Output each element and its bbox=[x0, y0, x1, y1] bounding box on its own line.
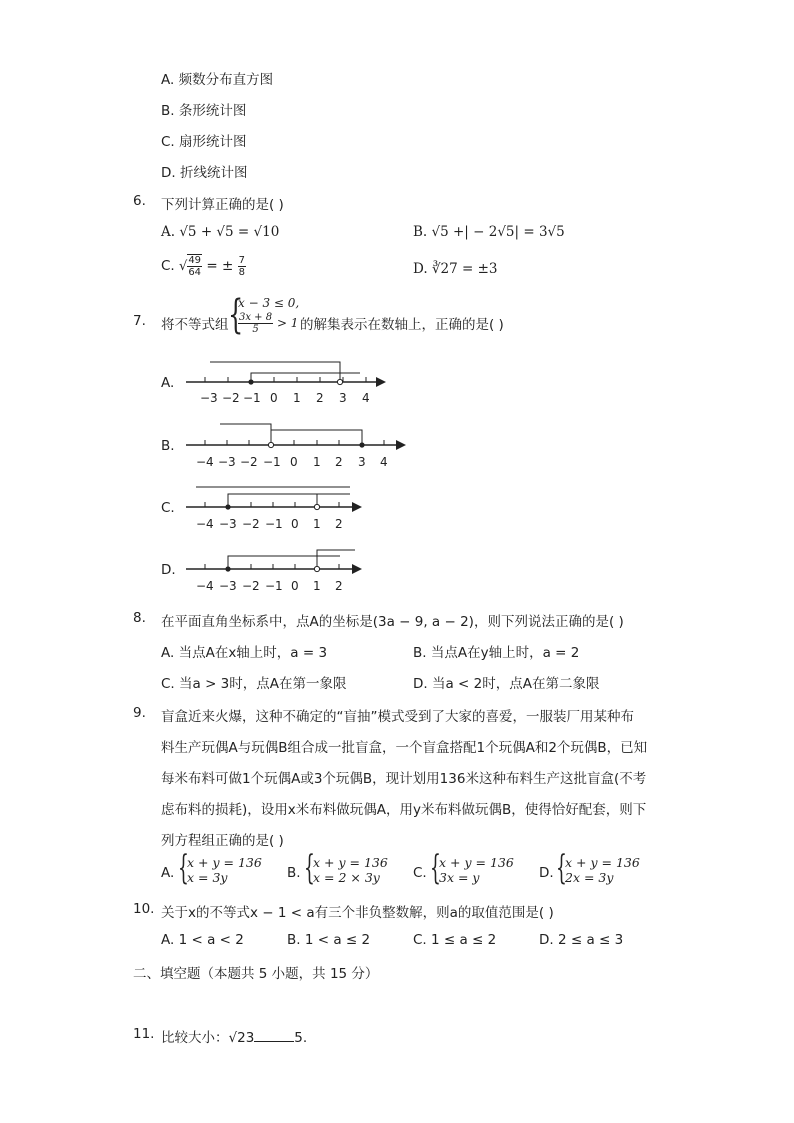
q9-option-b-label: B. bbox=[287, 865, 301, 881]
svg-text:−4: −4 bbox=[196, 517, 214, 531]
tick-label: −3 bbox=[200, 391, 218, 405]
svg-text:−4: −4 bbox=[196, 455, 214, 469]
answer-blank[interactable] bbox=[254, 1027, 294, 1042]
tick-label: 2 bbox=[316, 391, 324, 405]
q9-option-a-label: A. bbox=[161, 865, 175, 881]
solid-point bbox=[225, 566, 230, 571]
solution-ray-right bbox=[228, 494, 350, 507]
q8-option-c: C. 当a > 3时，点A在第一象限 bbox=[161, 676, 347, 692]
q9-option-c-label: C. bbox=[413, 865, 427, 881]
svg-text:0: 0 bbox=[291, 517, 299, 531]
svg-text:−1: −1 bbox=[263, 455, 281, 469]
q9-option-d-eq2: 2x = 3y bbox=[565, 870, 614, 885]
q7-ineq1: x − 3 ≤ 0, bbox=[238, 296, 300, 310]
solid-point bbox=[248, 379, 253, 384]
q9-line-3: 每米布料可做1个玩偶A或3个玩偶B，现计划用136米这种布料生产这批盲盒(不考 bbox=[161, 771, 647, 787]
q9-line-2: 料生产玩偶A与玩偶B组合成一批盲盒，一个盲盒搭配1个玩偶A和2个玩偶B，已知 bbox=[161, 740, 648, 756]
q7-option-d-label: D. bbox=[161, 562, 176, 578]
svg-text:1: 1 bbox=[313, 455, 321, 469]
solution-ray-left bbox=[228, 556, 340, 569]
svg-text:2: 2 bbox=[335, 517, 343, 531]
arrow-icon bbox=[376, 377, 386, 387]
q9-number: 9. bbox=[133, 705, 146, 721]
svg-text:4: 4 bbox=[380, 455, 388, 469]
svg-text:1: 1 bbox=[313, 517, 321, 531]
svg-text:−2: −2 bbox=[240, 455, 258, 469]
tick-label: 0 bbox=[270, 391, 278, 405]
q6-option-a: A. √5 + √5 = √10 bbox=[161, 224, 280, 240]
svg-text:−2: −2 bbox=[242, 579, 260, 593]
svg-text:3: 3 bbox=[358, 455, 366, 469]
q9-line-4: 虑布料的损耗)，设用x米布料做玩偶A，用y米布料做玩偶B，使得恰好配套，则下 bbox=[161, 802, 647, 818]
q9-line-1: 盲盒近来火爆，这种不确定的“盲抽”模式受到了大家的喜爱，一服装厂用某种布 bbox=[161, 709, 634, 725]
q5-option-b: B. 条形统计图 bbox=[161, 103, 247, 119]
q6-option-d: D. ∛27 = ±3 bbox=[413, 261, 498, 277]
q6-option-c: C. √ $\frac{49}{64}$ = ± $\frac{7}{8}$ bbox=[161, 254, 245, 278]
svg-text:−1: −1 bbox=[265, 579, 283, 593]
q6-stem: 下列计算正确的是( ) bbox=[161, 197, 284, 213]
q7-stem-pre: 将不等式组 bbox=[161, 317, 229, 333]
q8-number: 8. bbox=[133, 610, 146, 626]
q9-option-b-eq2: x = 2 × 3y bbox=[313, 870, 380, 885]
q8-option-b: B. 当点A在y轴上时，a = 2 bbox=[413, 645, 580, 661]
q5-option-d: D. 折线统计图 bbox=[161, 165, 248, 181]
solid-point bbox=[225, 504, 230, 509]
q10-option-c: C. 1 ≤ a ≤ 2 bbox=[413, 932, 497, 948]
q10-option-d: D. 2 ≤ a ≤ 3 bbox=[539, 932, 624, 948]
tick-label: −2 bbox=[222, 391, 240, 405]
q7-option-b-label: B. bbox=[161, 438, 175, 454]
open-point bbox=[314, 566, 319, 571]
open-point bbox=[314, 504, 319, 509]
solution-ray-right bbox=[317, 550, 355, 569]
q9-option-a-brace: { bbox=[178, 848, 189, 888]
q7-numberline-d bbox=[180, 544, 370, 594]
svg-text:0: 0 bbox=[290, 455, 298, 469]
q11-number: 11. bbox=[133, 1026, 155, 1042]
svg-text:−1: −1 bbox=[265, 517, 283, 531]
svg-text:−3: −3 bbox=[218, 455, 236, 469]
q8-option-a: A. 当点A在x轴上时，a = 3 bbox=[161, 645, 328, 661]
svg-text:1: 1 bbox=[313, 579, 321, 593]
q11-stem: 比较大小：√23 5. bbox=[161, 1026, 307, 1046]
q8-stem: 在平面直角坐标系中，点A的坐标是(3a − 9, a − 2)，则下列说法正确的是( ) bbox=[161, 614, 624, 630]
open-point bbox=[337, 379, 342, 384]
q9-option-d-eq1: x + y = 136 bbox=[565, 855, 640, 870]
svg-text:−3: −3 bbox=[219, 517, 237, 531]
q9-option-c-brace: { bbox=[430, 848, 441, 888]
arrow-icon bbox=[396, 440, 406, 450]
q7-numberline-b bbox=[180, 420, 410, 470]
arrow-icon bbox=[352, 502, 362, 512]
q10-option-b: B. 1 < a ≤ 2 bbox=[287, 932, 371, 948]
q7-numberline-c bbox=[180, 482, 370, 532]
svg-text:−2: −2 bbox=[242, 517, 260, 531]
tick-label: 3 bbox=[339, 391, 347, 405]
section-heading: 二、填空题（本题共 5 小题，共 15 分） bbox=[133, 966, 379, 982]
q6-number: 6. bbox=[133, 193, 146, 209]
q9-option-b-brace: { bbox=[304, 848, 315, 888]
q5-option-a: A. 频数分布直方图 bbox=[161, 72, 274, 88]
q7-option-a-label: A. bbox=[161, 375, 175, 391]
solid-point bbox=[359, 442, 364, 447]
q7-option-c-label: C. bbox=[161, 500, 175, 516]
q7-number: 7. bbox=[133, 313, 146, 329]
q5-option-c: C. 扇形统计图 bbox=[161, 134, 247, 150]
q10-stem: 关于x的不等式x − 1 < a有三个非负整数解，则a的取值范围是( ) bbox=[161, 905, 554, 921]
q10-number: 10. bbox=[133, 901, 155, 917]
q9-option-a-eq1: x + y = 136 bbox=[187, 855, 262, 870]
q9-option-d-label: D. bbox=[539, 865, 554, 881]
svg-text:−4: −4 bbox=[196, 579, 214, 593]
svg-text:2: 2 bbox=[335, 579, 343, 593]
q10-option-a: A. 1 < a < 2 bbox=[161, 932, 244, 948]
svg-text:−3: −3 bbox=[219, 579, 237, 593]
q9-option-c-eq1: x + y = 136 bbox=[439, 855, 514, 870]
solution-ray-left bbox=[220, 424, 271, 445]
solution-ray-right bbox=[251, 373, 360, 382]
q7-numberline-a bbox=[180, 358, 400, 408]
q8-option-d: D. 当a < 2时，点A在第二象限 bbox=[413, 676, 600, 692]
q7-brace: { bbox=[228, 292, 244, 338]
q9-line-5: 列方程组正确的是( ) bbox=[161, 833, 284, 849]
svg-text:2: 2 bbox=[335, 455, 343, 469]
tick-label: 4 bbox=[362, 391, 370, 405]
q9-option-d-brace: { bbox=[556, 848, 567, 888]
q6-option-b: B. √5 +| − 2√5| = 3√5 bbox=[413, 224, 565, 240]
tick-label: 1 bbox=[293, 391, 301, 405]
q9-option-a-eq2: x = 3y bbox=[187, 870, 228, 885]
q9-option-c-eq2: 3x = y bbox=[439, 870, 480, 885]
open-point bbox=[268, 442, 273, 447]
q7-ineq2: $\frac{3x + 8}{5}$ > 1 bbox=[239, 312, 299, 335]
svg-text:0: 0 bbox=[291, 579, 299, 593]
tick-label: −1 bbox=[243, 391, 261, 405]
q9-option-b-eq1: x + y = 136 bbox=[313, 855, 388, 870]
arrow-icon bbox=[352, 564, 362, 574]
q7-stem-post: 的解集表示在数轴上，正确的是( ) bbox=[300, 317, 504, 333]
